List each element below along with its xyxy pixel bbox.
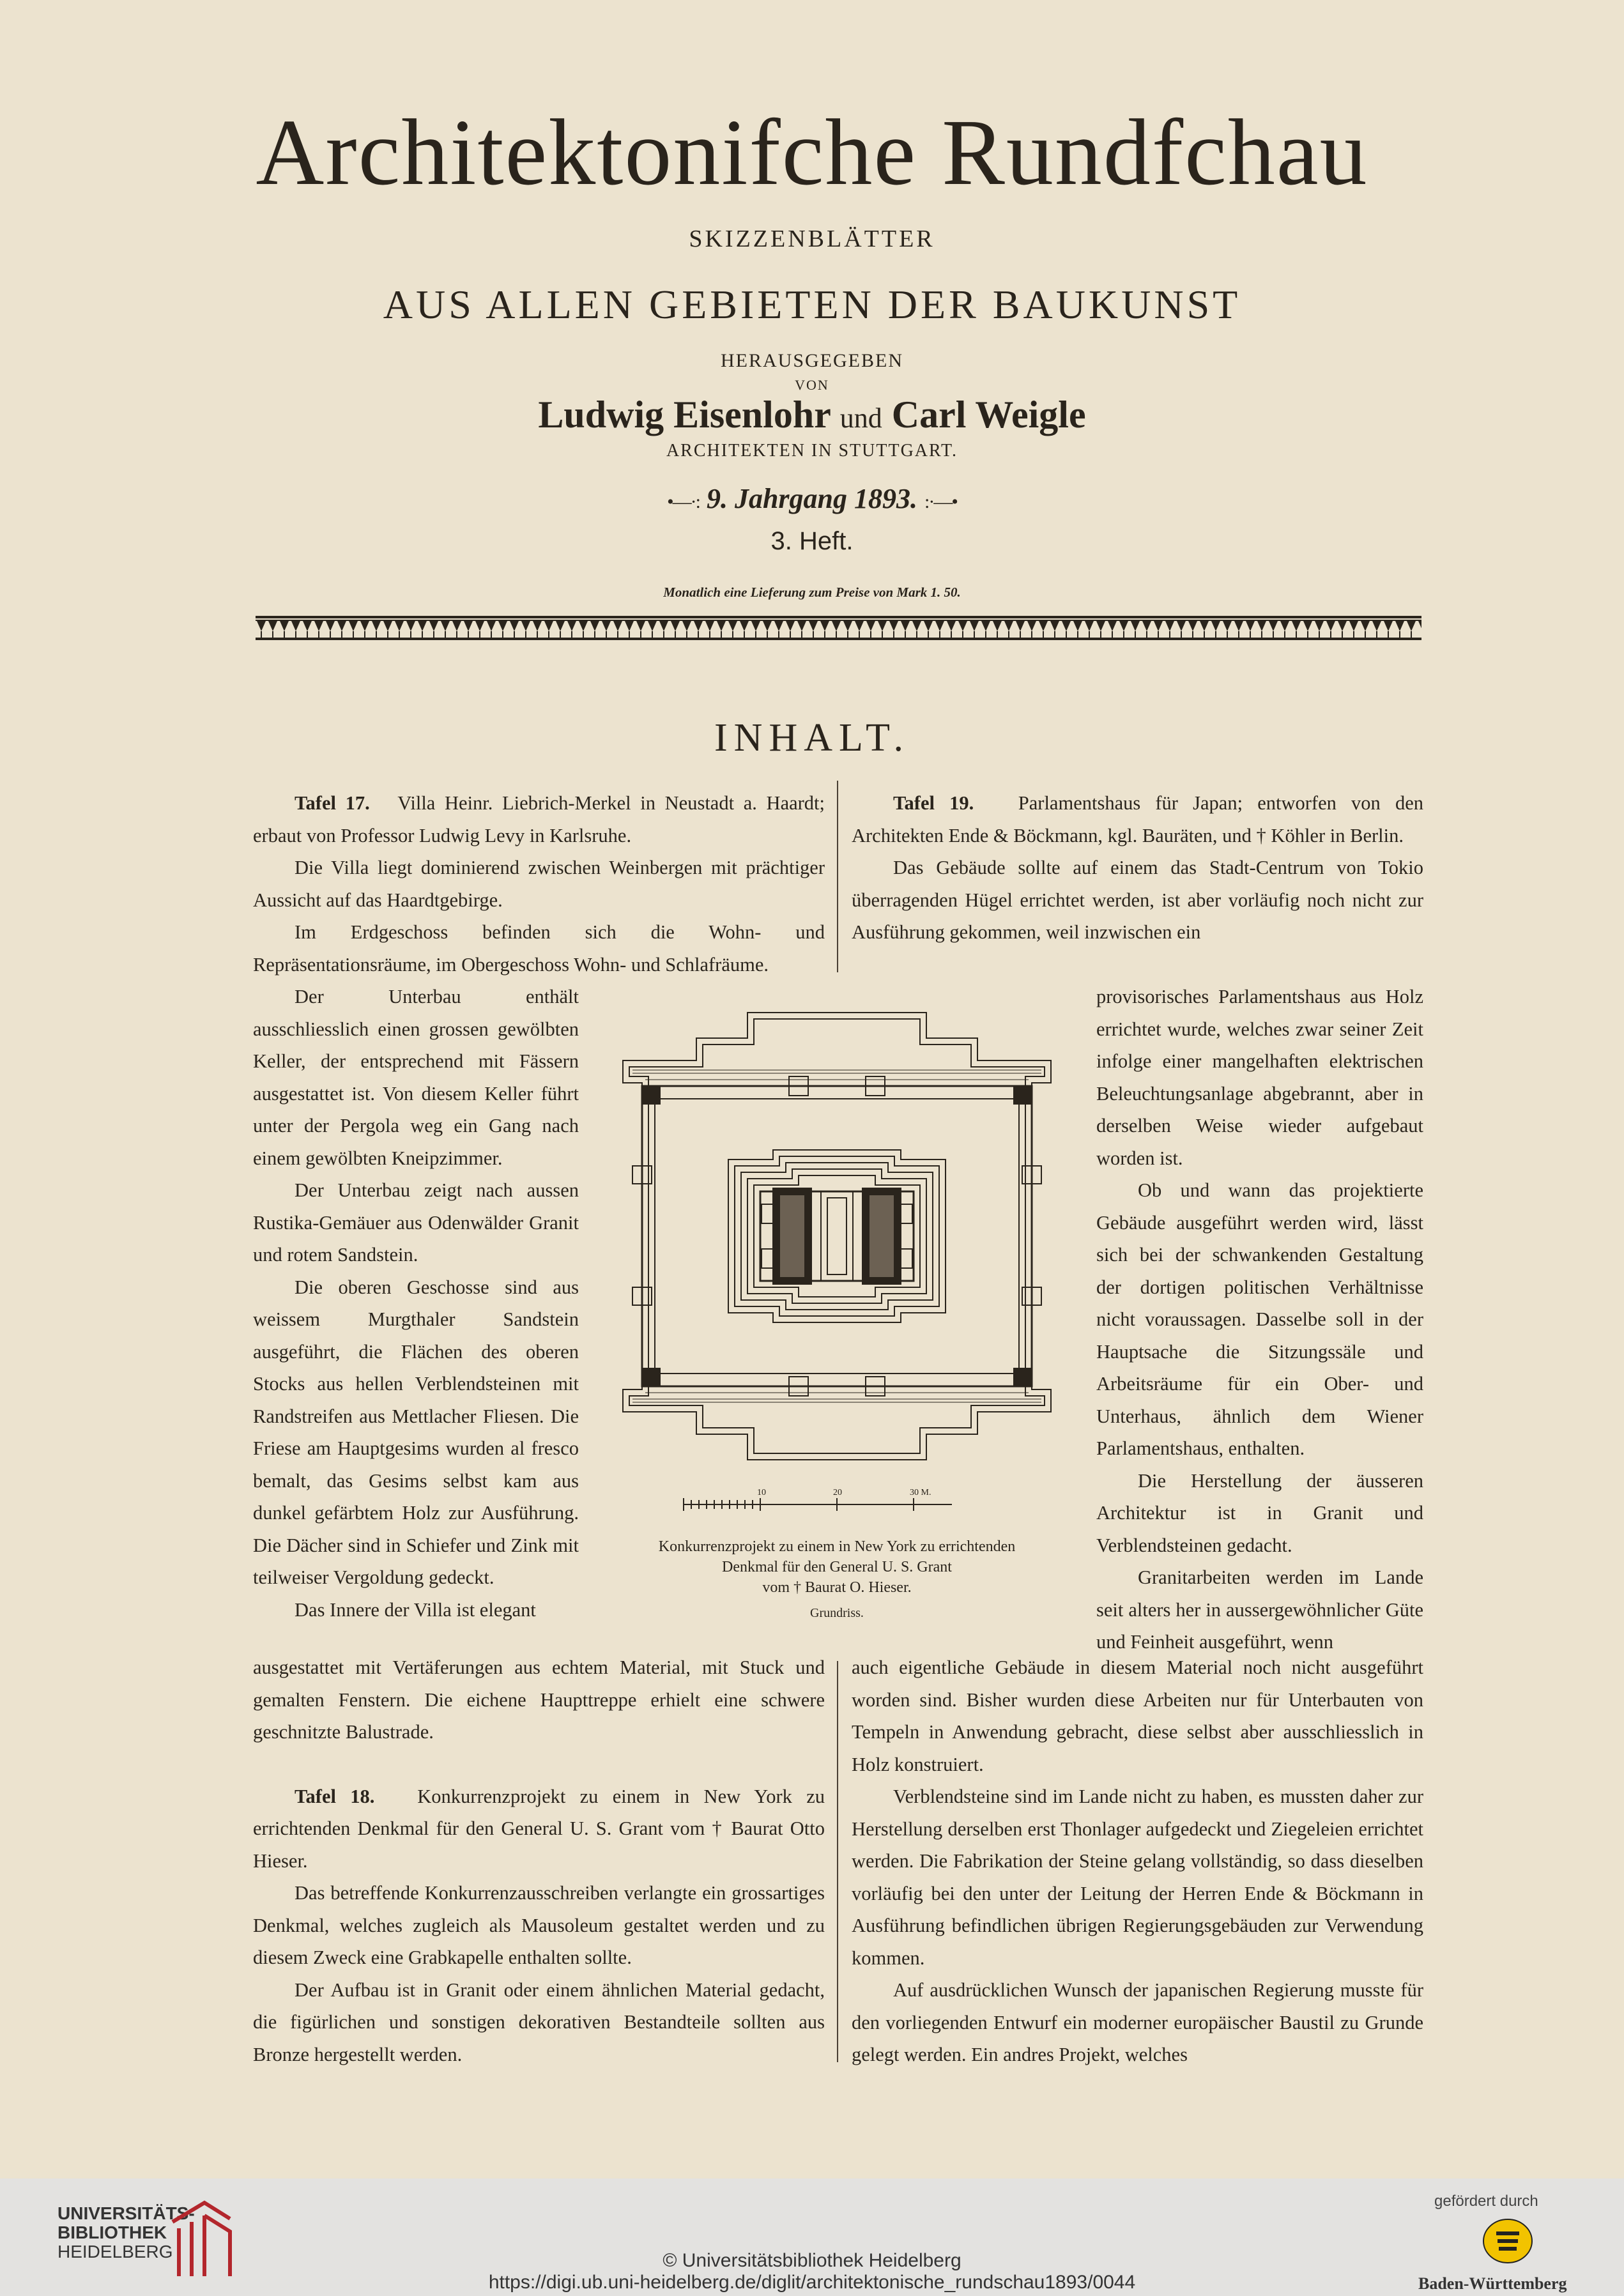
caption-line-3: vom † Baurat O. Hieser. (762, 1579, 912, 1596)
floor-plan-figure (620, 1000, 1054, 1524)
right-column-top (852, 787, 1423, 949)
library-name-3: HEIDELBERG (57, 2242, 173, 2262)
base-exterior-paragraph: Der Unterbau zeigt nach aussen Rustika-Gemäuer aus Odenwälder Granit und rotem Sandstein. (253, 1179, 579, 1266)
tafel-18-text: Konkurrenzprojekt zu einem in New York zu errichtenden Denkmal für den General U. S. Grant vom † Baurat Otto Hieser. (253, 1785, 825, 1872)
tafel-19-paragraph (852, 787, 1423, 852)
journal-title: Architektonifche Rundfchau (256, 100, 1368, 205)
style-paragraph: Auf ausdrücklichen Wunsch der japanischen Regierung musste für den vorliegenden Entwurf ein moderner europäischer Baustil zu Grunde gelegt werden. Ein andres Projekt, welches (852, 1979, 1423, 2065)
editors-intro-von: VON (795, 377, 829, 393)
library-name-2: BIBLIOTHEK (57, 2223, 167, 2242)
editor-1: Ludwig Eisenlohr (538, 394, 831, 436)
villa-location-paragraph: Die Villa liegt dominierend zwischen Weinbergen mit prächtiger Aussicht auf das Haardtgebirge. (253, 857, 825, 911)
left-column-bottom (253, 1651, 825, 2070)
tafel-19-label: Tafel 19. (893, 792, 974, 814)
copyright-block (0, 2250, 1624, 2293)
basement-paragraph: Der Unterbau enthält ausschliesslich einen grossen gewölbten Keller, der entsprechend mit Fässern ausgestattet ist. Von diesem Keller führt unter der Pergola weg ein Gang nach einem gewölbten Kneipzimmer. (253, 986, 579, 1169)
scale-label-30: 30 M. (910, 1488, 931, 1497)
villa-floors-paragraph: Im Erdgeschoss befinden sich die Wohn- und Repräsentationsräume, im Obergeschoss Wohn- und Schlafräume. (253, 921, 825, 976)
right-column-narrow (1096, 981, 1423, 1658)
monthly-note: Monatlich eine Lieferung zum Preise von Mark 1. 50. (663, 585, 961, 600)
funder-name: Baden-Württemberg (1418, 2274, 1567, 2293)
interior-paragraph-end: ausgestattet mit Vertäferungen aus echtem Material, mit Stuck und gemalten Fenstern. Die eichene Haupttreppe erhielt eine schwere geschnitzte Balustrade. (253, 1657, 825, 1743)
editors-intro: HERAUSGEGEBEN (721, 350, 903, 371)
caption-line-1: Konkurrenzprojekt zu einem in New York zu errichtenden (658, 1538, 1016, 1555)
figure-caption (597, 1536, 1076, 1623)
subtitle-sketches: SKIZZENBLÄTTER (689, 226, 935, 252)
subtitle-fields: AUS ALLEN GEBIETEN DER BAUKUNST (383, 282, 1241, 327)
funded-by-text: gefördert durch (1434, 2193, 1538, 2210)
site-paragraph: Das Gebäude sollte auf einem das Stadt-Centrum von Tokio überragenden Hügel errichtet werden, ist aber vorläufig noch nicht zur Ausführung gekommen, weil inzwischen ein (852, 857, 1423, 943)
execution-paragraph: Ob und wann das projektierte Gebäude ausgeführt werden wird, lässt sich bei der schwankenden Gestaltung der dortigen politischen Verhältnisse nicht voraussagen. Dasselbe soll in der Hauptsache die Sitzungssäle und Arbeitsräume für ein Ober- und Unterhaus, ähnlich dem Wiener Parlamentshaus, enthalten. (1096, 1179, 1423, 1459)
brick-paragraph: Verblendsteine sind im Lande nicht zu haben, es mussten daher zur Herstellung derselben erst Thonlager aufgedeckt und Ziegeleien errichtet werden. Die Fabrikation der Steine gelang vollständig, so dass dieselben vorläufig bei den unter der Leitung der Herren Ende & Böckmann in Ausführung befindlichen übrigen Regierungsgebäuden zur Verwendung kommen. (852, 1786, 1423, 1969)
copyright-text: © Universitätsbibliothek Heidelberg (663, 2250, 961, 2271)
right-column-bottom (852, 1651, 1423, 2071)
architecture-paragraph: Die Herstellung der äusseren Architektur ist in Granit und Verblendsteinen gedacht. (1096, 1469, 1423, 1556)
interior-paragraph-start: Das Innere der Villa ist elegant (295, 1598, 536, 1621)
footer-bar (0, 2178, 1624, 2296)
ornamental-border-icon (256, 615, 1421, 641)
tafel-18-label: Tafel 18. (295, 1785, 375, 1807)
column-divider-top (837, 781, 838, 972)
left-column-top (253, 787, 825, 981)
column-divider-bottom (837, 1661, 838, 2062)
tafel-19-text: Parlamentshaus für Japan; entworfen von den Architekten Ende & Böckmann, kgl. Bauräten, und † Köhler in Berlin. (852, 792, 1424, 846)
competition-paragraph: Das betreffende Konkurrenzausschreiben verlangte ein grossartiges Denkmal, welches zugleich als Mausoleum gestaltet werden und zu diesem Zweck eine Grabkapelle enthalten sollte. (253, 1882, 825, 1968)
ornament-left-icon: •—·: (667, 491, 700, 512)
issue-number: 3. Heft. (770, 527, 854, 555)
caption-grundriss: Grundriss. (810, 1606, 864, 1620)
upper-floors-paragraph: Die oberen Geschosse sind aus weissem Murgthaler Sandstein ausgeführt, die Flächen des oberen Stocks aus hellen Verblendsteinen mit Randstreifen aus Mettlacher Fliesen. Die Friese am Hauptgesims wurden al fresco bemalt, das Gesims selbst kam aus dunkel gefärbtem Holz zur Ausführung. Die Dächer sind in Schiefer und Zink mit teilweiser Vergoldung gedeckt. (253, 1276, 579, 1588)
contents-heading: INHALT. (714, 716, 910, 760)
granite-paragraph-end: auch eigentliche Gebäude in diesem Material noch nicht ausgeführt worden sind. Bisher wurden diese Arbeiten nur für Unterbauten von Tempeln in Anwendung gebracht, diese selbst aber ausschliesslich in Holz konstruiert. (852, 1657, 1423, 1775)
provisional-paragraph: provisorisches Parlamentshaus aus Holz errichtet wurde, welches zwar seiner Zeit infolge einer mangelhaften elektrischen Beleuchtungsanlage abgebrannt, aber in derselben Weise wieder aufgebaut worden ist. (1096, 986, 1423, 1169)
library-name-1: UNIVERSITÄTS- (57, 2203, 195, 2223)
ornament-right-icon: :·—• (924, 491, 957, 512)
caption-line-2: Denkmal für den General U. S. Grant (722, 1559, 952, 1575)
coat-of-arms-icon (1482, 2216, 1533, 2267)
editors-line (0, 393, 1624, 437)
tafel-17-paragraph (253, 787, 825, 852)
scale-label-10: 10 (757, 1488, 766, 1497)
scale-bar (684, 1498, 952, 1511)
source-url-link[interactable]: https://digi.ub.uni-heidelberg.de/diglit/architektonische_rundschau1893/0044 (488, 2272, 1136, 2293)
materials-paragraph: Der Aufbau ist in Granit oder einem ähnlichen Material gedacht, die figürlichen und sonstigen dekorativen Bestandteile sollten aus Bronze hergestellt werden. (253, 1978, 825, 2065)
tafel-18-paragraph (253, 1780, 825, 1878)
year-line (0, 482, 1624, 515)
year: 9. Jahrgang 1893. (706, 483, 918, 514)
editors-and: und (839, 402, 882, 434)
tafel-17-text: Villa Heinr. Liebrich-Merkel in Neustadt a. Haardt; erbaut von Professor Ludwig Levy in Karlsruhe. (253, 792, 825, 846)
left-column-narrow (253, 981, 579, 1626)
scale-label-20: 20 (833, 1488, 842, 1497)
tafel-17-label: Tafel 17. (295, 792, 370, 814)
editor-2: Carl Weigle (891, 394, 1086, 436)
granite-paragraph-start: Granitarbeiten werden im Lande seit alters her in aussergewöhnlicher Güte und Feinheit ausgeführt, wenn (1096, 1566, 1423, 1653)
editors-role: ARCHITEKTEN IN STUTTGART. (666, 441, 958, 461)
